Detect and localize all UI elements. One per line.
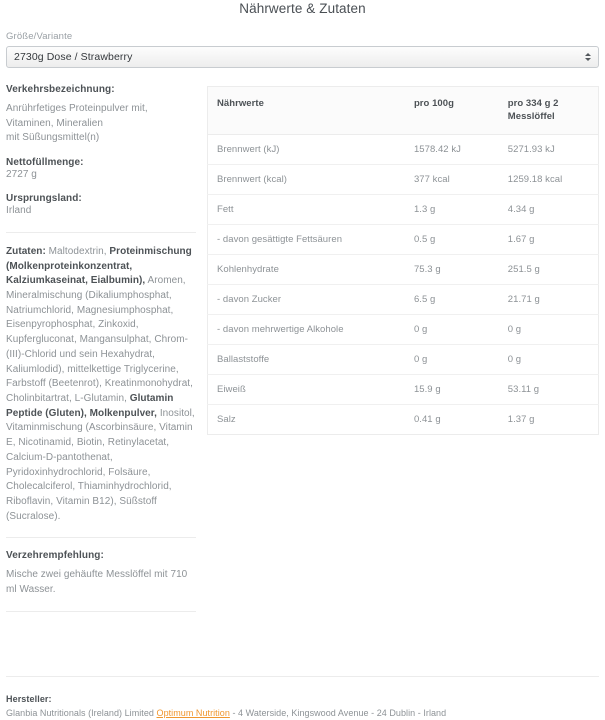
- nutrition-table: [207, 86, 599, 435]
- brand-link-optimum-nutrition[interactable]: Optimum Nutrition: [156, 708, 230, 718]
- nutrient-name: - davon mehrwertige Alkohole: [208, 315, 405, 345]
- nutrient-name: Salz: [217, 414, 236, 425]
- nutrient-per-100g: 0.5 g: [405, 225, 499, 255]
- divider-consumption: [6, 537, 196, 538]
- nutrient-per-100g: 377 kcal: [405, 165, 499, 195]
- table-row: [208, 315, 599, 345]
- nutrient-per-100g: 15.9 g: [405, 375, 499, 405]
- manufacturer-address-rest: - 4 Waterside, Kingswood Avenue - 24 Dublin - Irland: [229, 708, 447, 718]
- nutrient-per-100g: 1.3 g: [405, 195, 499, 225]
- manufacturer-section: [6, 694, 599, 718]
- table-header-row: [208, 87, 599, 135]
- main-content: [0, 84, 605, 624]
- nutrient-name: - davon Zucker: [208, 285, 405, 315]
- table-row: [208, 255, 599, 285]
- variant-label: Größe/Variante: [6, 31, 73, 42]
- spinner-updown-icon: [585, 53, 591, 61]
- netto-label: Nettofüllmenge:: [6, 156, 84, 168]
- nutrient-per-100g: 0.41 g: [413, 414, 441, 425]
- origin-label: Ursprungsland:: [6, 193, 82, 205]
- divider-footer-full: [6, 676, 599, 677]
- manufacturer-label: Hersteller:: [6, 694, 52, 704]
- page-title: Nährwerte & Zutaten: [239, 1, 366, 16]
- nutrient-per-serving: 5271.93 kJ: [499, 135, 599, 165]
- nutrient-per-100g: 0 g: [405, 315, 499, 345]
- nutrient-per-serving: 251.5 g: [499, 255, 599, 285]
- manufacturer-company: Glanbia Nutritionals (Ireland) Limited: [6, 708, 157, 718]
- nutrient-per-serving: 4.34 g: [499, 195, 599, 225]
- nutrient-per-serving: 1259.18 kcal: [499, 165, 599, 195]
- nutrient-name: Ballaststoffe: [208, 345, 405, 375]
- table-row: [208, 405, 599, 435]
- nutrient-per-100g: 6.5 g: [405, 285, 499, 315]
- designation-value: Anrührfetiges Proteinpulver mit, Vitaminen, Mineralien mit Süßungsmittel(n): [6, 103, 148, 144]
- origin-value: Irland: [6, 205, 32, 217]
- table-row: [208, 345, 599, 375]
- table-row: [208, 165, 599, 195]
- nutrient-per-serving: 21.71 g: [499, 285, 599, 315]
- header-per-serving: pro 334 g 2 Messlöffel: [499, 87, 599, 135]
- nutrition-table-head: [208, 87, 599, 135]
- variant-selected-value: 2730g Dose / Strawberry: [14, 51, 133, 63]
- divider-ingredients: [6, 232, 196, 233]
- table-row: [208, 375, 599, 405]
- nutrient-per-serving: 1.67 g: [499, 225, 599, 255]
- product-details-column: [6, 84, 196, 624]
- nutrient-per-serving: 53.11 g: [499, 375, 599, 405]
- consumption-label: Verzehrempfehlung:: [6, 550, 104, 562]
- nutrient-per-serving: 0 g: [499, 345, 599, 375]
- consumption-value: Mische zwei gehäufte Messlöffel mit 710 ml Wasser.: [6, 569, 188, 595]
- table-row: [208, 285, 599, 315]
- table-row: [208, 135, 599, 165]
- nutrient-name: Eiweiß: [208, 375, 405, 405]
- ingredients-text: Zutaten: Maltodextrin, Proteinmischung (Molkenproteinkonzentrat, Kalziumkaseinat, Eialbumin), Aromen, Mineralmischung (Dikaliumphosphat, Natriumchlorid, Magnesiumphosphat, Eisenpyrophosphat, Zinkoxid, Kupfergluconat, Mangansulphat, Chrom-(III)-Chlorid und sein Hexahydrat, Kaliumlodid), mittelkettige Triglycerine, Farbstoff (Beetenrot), Kreatinmonohydrat, Cholinbitartrat, L-Glutamin, Glutamin Peptide (Gluten), Molkenpulver, Inositol, Vitaminmischung (Ascorbinsäure, Vitamin E, Nicotinamid, Biotin, Retinylacetat, Calcium-D-pantothenat, Pyridoxinhydrochlorid, Folsäure, Cholecalciferol, Thiaminhydrochlorid, Riboflavin, Vitamin B12), Süßstoff (Sucralose).: [6, 245, 195, 522]
- table-row: [208, 225, 599, 255]
- nutrient-per-serving: 0 g: [499, 315, 599, 345]
- nutrition-table-body: [208, 135, 599, 435]
- ingredients-label: Zutaten:: [6, 245, 46, 257]
- manufacturer-address: [6, 708, 599, 718]
- nutrient-name: Fett: [208, 195, 405, 225]
- nutrient-per-100g: 75.3 g: [405, 255, 499, 285]
- nutrient-name: Brennwert (kJ): [208, 135, 405, 165]
- nutrient-name: Kohlenhydrate: [208, 255, 405, 285]
- nutrition-column: [196, 84, 599, 435]
- nutrient-name: - davon gesättigte Fettsäuren: [208, 225, 405, 255]
- ingredient-allergen: Glutamin Peptide (Gluten), Molkenpulver,: [6, 393, 174, 419]
- header-per-100g: pro 100g: [405, 87, 499, 135]
- variant-select[interactable]: [6, 46, 599, 68]
- nutrient-per-serving: 1.37 g: [507, 414, 535, 425]
- variant-selector-block: [0, 31, 605, 68]
- table-row: [208, 195, 599, 225]
- divider-footer-short: [6, 611, 196, 612]
- ingredient-allergen: Proteinmischung (Molkenproteinkonzentrat, Kalziumkaseinat, Eialbumin),: [6, 245, 192, 287]
- nutrient-per-100g: 1578.42 kJ: [405, 135, 499, 165]
- header-nutrient: Nährwerte: [208, 87, 405, 135]
- nutrient-name: Brennwert (kcal): [208, 165, 405, 195]
- netto-value: 2727 g: [6, 168, 37, 180]
- designation-label: Verkehrsbezeichnung:: [6, 84, 115, 95]
- nutrient-per-100g: 0 g: [405, 345, 499, 375]
